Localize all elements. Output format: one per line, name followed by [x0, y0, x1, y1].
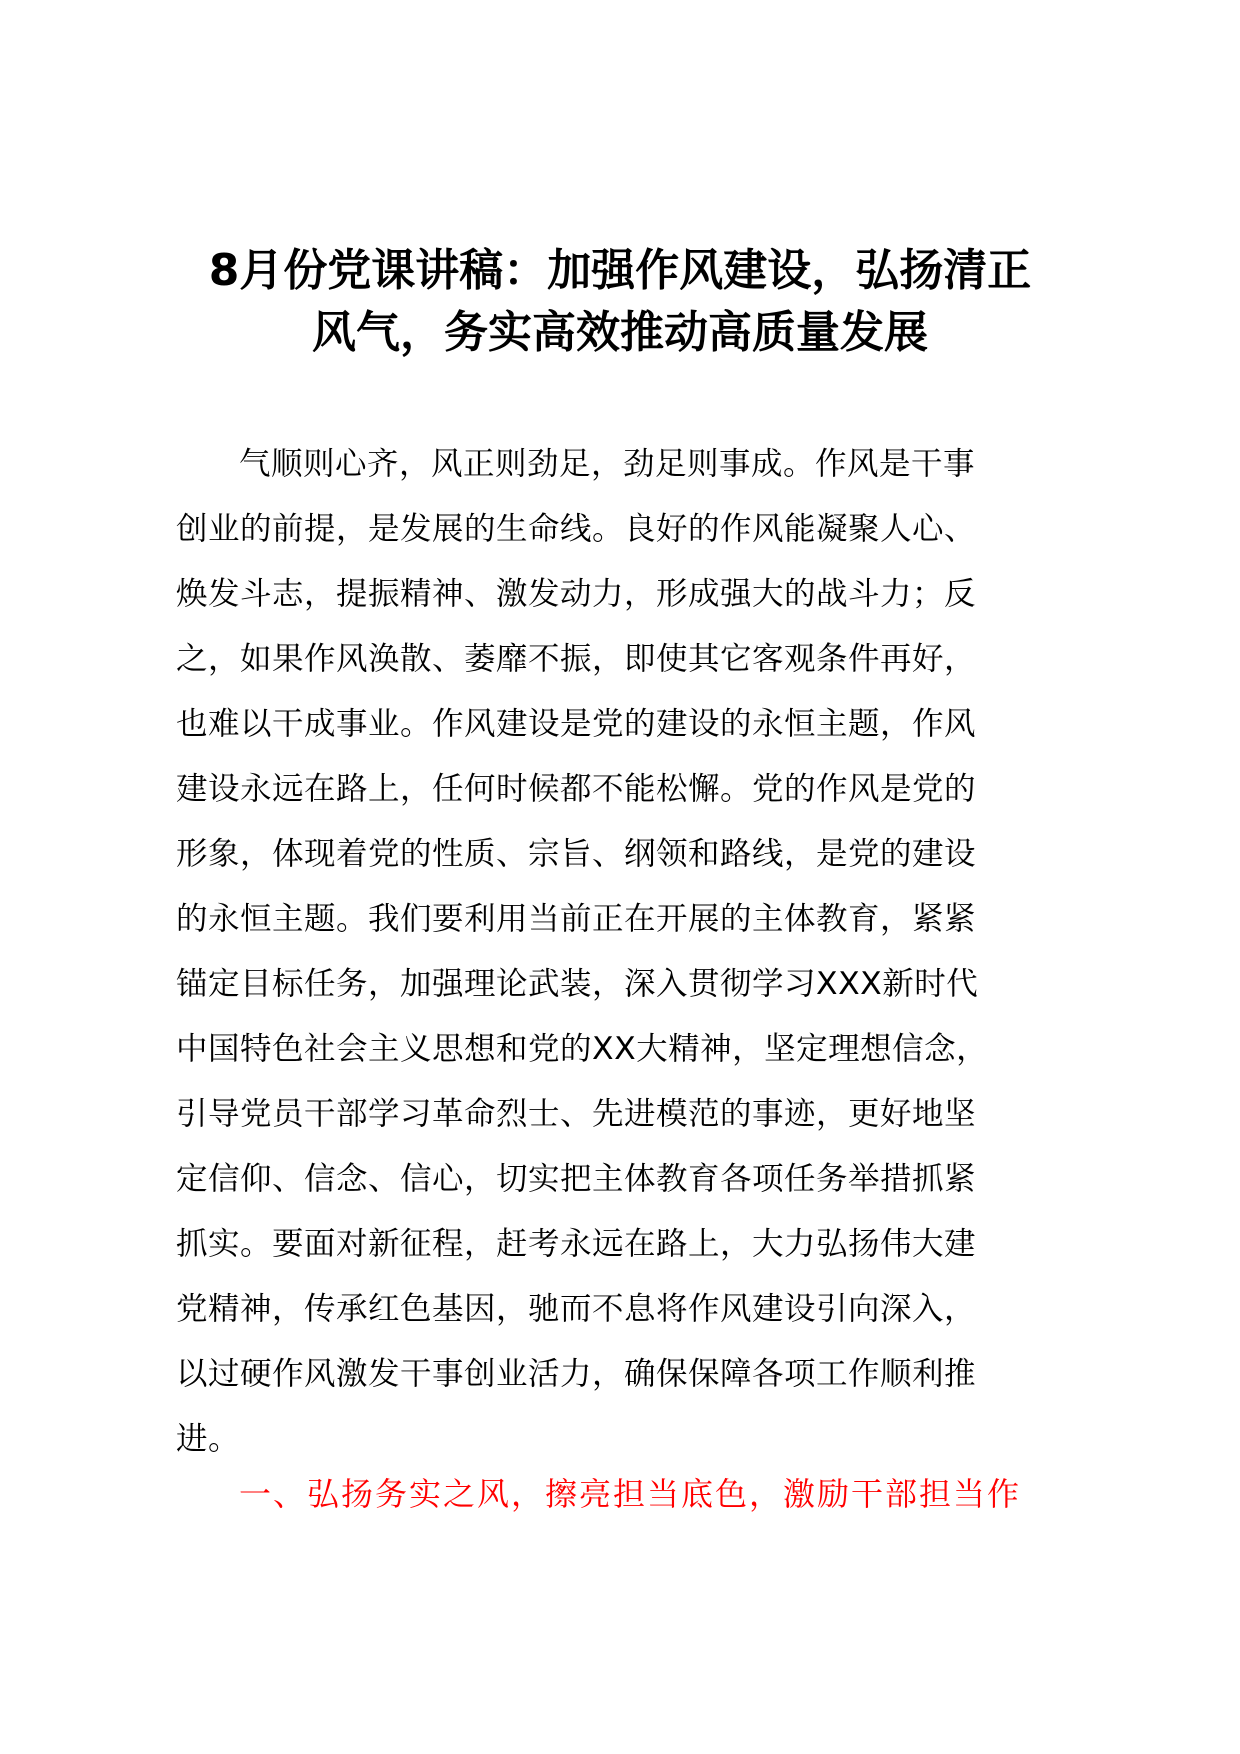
paragraph-line: 引导党员干部学习革命烈士、先进模范的事迹，更好地坚: [176, 1096, 977, 1132]
paragraph-line: 形象，体现着党的性质、宗旨、纲领和路线，是党的建设: [176, 836, 977, 872]
paragraph-line: 之，如果作风涣散、萎靡不振，即使其它客观条件再好，: [176, 641, 977, 677]
paragraph-line: 的永恒主题。我们要利用当前正在开展的主体教育，紧紧: [176, 901, 977, 937]
paragraph-line: 抓实。要面对新征程，赶考永远在路上，大力弘扬伟大建: [176, 1226, 977, 1262]
paragraph-line: 中国特色社会主义思想和党的XX大精神，坚定理想信念，: [176, 1031, 989, 1067]
document-title: [150, 240, 1090, 364]
title-line-2: 风气，务实高效推动高质量发展: [312, 307, 928, 358]
paragraph-line: 建设永远在路上，任何时候都不能松懈。党的作风是党的: [176, 771, 977, 807]
body-paragraph: [176, 432, 1081, 1472]
title-line-1: 8月份党课讲稿：加强作风建设，弘扬清正: [208, 245, 1032, 296]
paragraph-line: 以过硬作风激发干事创业活力，确保保障各项工作顺利推: [176, 1356, 977, 1392]
paragraph-line: 定信仰、信念、信心，切实把主体教育各项任务举措抓紧: [176, 1161, 977, 1197]
paragraph-line: 气顺则心齐，风正则劲足，劲足则事成。作风是干事: [239, 446, 976, 482]
paragraph-line: 进。: [176, 1421, 241, 1457]
paragraph-line: 焕发斗志，提振精神、激发动力，形成强大的战斗力；反: [176, 576, 977, 612]
paragraph-line: 创业的前提，是发展的生命线。良好的作风能凝聚人心、: [176, 511, 977, 547]
section-heading: 一、弘扬务实之风，擦亮担当底色，激励干部担当作: [239, 1475, 1022, 1513]
paragraph-line: 也难以干成事业。作风建设是党的建设的永恒主题，作风: [176, 706, 977, 742]
paragraph-line: 党精神，传承红色基因，驰而不息将作风建设引向深入，: [176, 1291, 977, 1327]
paragraph-line: 锚定目标任务，加强理论武装，深入贯彻学习XXX新时代: [176, 966, 979, 1002]
